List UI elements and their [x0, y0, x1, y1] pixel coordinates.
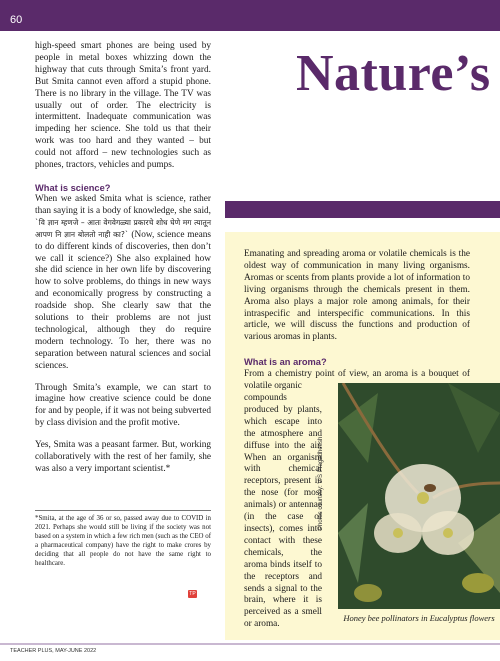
intro-paragraph: high-speed smart phones are being used by people in metal boxes whizzing down the highway that cuts through Smita’s front yard. But Smita cannot even afford a stupid phone. There is no library in the village. The TV was usually out of order. The electricity is intermittent. Inadequate communication was impeding her science. She told us that their work was too hard and they wanted – but could not afford – new technologies such as phones, tractors, vehicles and pumps.: [35, 41, 211, 171]
eucalyptus-flowers-image: [338, 383, 500, 609]
left-column: [35, 41, 211, 476]
science-text-b: (Now, science means to do different kinds of discoveries, then don’t we call it science?) She also explained how she did science in her own life by discovering how to solve problems, do things in new ways and economically progress by constructing a roadside shop. She clearly saw that the solutions to their problems are not just technological, although they do require modern technology. To her, there was no separation between natural sciences and social sciences.: [35, 229, 211, 371]
photo-credit: Photos courtesy: V S Pragadheesh: [318, 436, 324, 530]
peasant-farmer-paragraph: Yes, Smita was a peasant farmer. But, working collaboratively with the rest of her family, she was also a very important scientist.*: [35, 440, 211, 474]
page-number: 60: [10, 14, 23, 26]
aroma-narrow-column: [244, 393, 322, 631]
title-band: [225, 201, 500, 218]
science-heading: What is science?: [35, 182, 111, 193]
eucalyptus-photo: [338, 383, 500, 609]
aroma-narrow-text: compounds produced by plants, which escape into the atmosphere and diffuse into the air. When an organism with chemical receptors, present in the nose (for most animals) or antennae (in the case of insects), comes into contact with these chemicals, the aroma binds itself to the receptors and sends a signal to the brain, where it is perceived as a smell or aroma.: [244, 393, 322, 630]
photo-caption: Honey bee pollinators in Eucalyptus flowers: [343, 613, 495, 623]
science-paragraph: [35, 194, 211, 373]
footnote: *Smita, at the age of 36 or so, passed away due to COVID in 2021. Perhaps she would still be living if the society was not based on a system in which a few rich men (such as the CEO of a pharmaceutical company) have the right to make crores by deciding that all people do not have the same right to healthcare.: [35, 515, 211, 567]
article-title: Nature’s: [296, 45, 491, 102]
right-column: [244, 249, 470, 344]
footnote-rule: [35, 510, 211, 511]
top-bar: [0, 0, 500, 31]
aroma-section: [244, 356, 340, 368]
aroma-heading: What is an aroma?: [244, 357, 327, 367]
class-division-paragraph: Through Smita’s example, we can start to imagine how creative science could be done for and by people, if it was not being subverted by class division and the profit motive.: [35, 382, 211, 429]
aroma-top-text: From a chemistry point of view, an aroma is a bouquet of volatile organic: [244, 369, 470, 391]
hindi-quote: `वि ज्ञान म्हणजे – आतः वेगवेगळ्या प्रकारचे शोध घेणे मग त्यातून आपण नि ज्ञान बोलतो नाही का?`: [35, 217, 211, 239]
science-text-a: When we asked Smita what is science, rather than saying it is a body of knowledge, she said,: [35, 193, 211, 216]
footer-rule: [0, 643, 500, 645]
footer-text: TEACHER PLUS, MAY-JUNE 2022: [10, 648, 97, 654]
end-mark-icon: TP: [189, 591, 196, 597]
aroma-intro-paragraph: Emanating and spreading aroma or volatile chemicals is the oldest way of communication in many living organisms. Aromas or scents from plants provide a lot of information to living organisms through the chemicals present in them. Aroma also plays a major role among animals, for their intraspecific and interspecific communications. In this article, we will discuss the functions and production of various aromas in plants.: [244, 249, 470, 343]
